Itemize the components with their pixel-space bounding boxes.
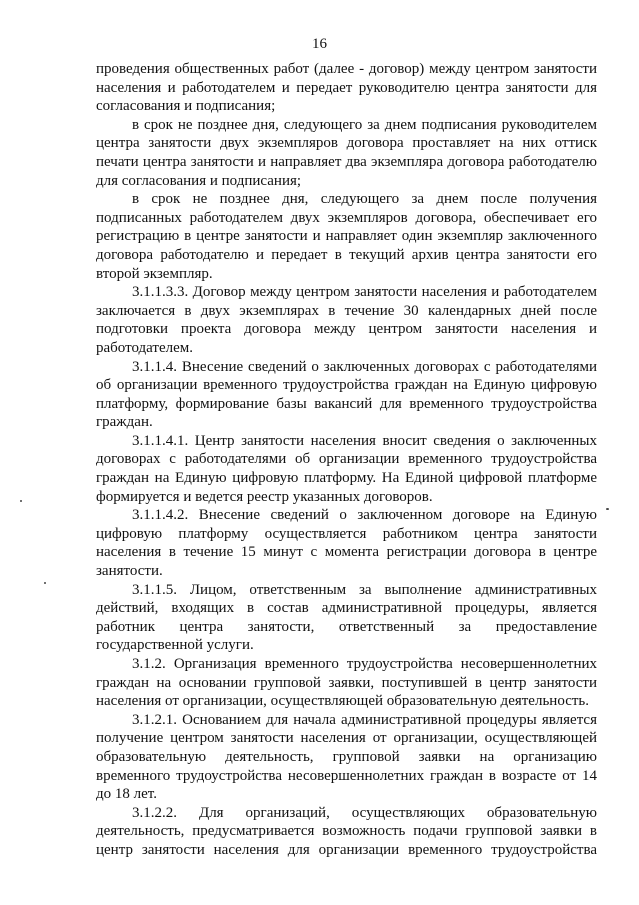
paragraph-3: в срок не позднее дня, следующего за днем после получения подписанных работодателем двух экземпляров договора, обеспечивает его регистрацию в центре занятости и направляет один экземпляр заключенного договора работодателю и передает в текущий архив центра занятости его второй экземпляр. [96, 191, 597, 282]
paragraph-3-1-1-4: 3.1.1.4. Внесение сведений о заключенных договорах с работодателями об организации временного трудоустройства граждан на Единую цифровую платформу, формирование базы вакансий для временного трудоустройства граждан. [96, 358, 597, 431]
paragraph-2: в срок не позднее дня, следующего за днем подписания руководителем центра занятости двух экземпляров договора проставляет на них оттиск печати центра занятости и направляет два экземпляра договора работодателю для согласования и подписания; [96, 116, 597, 189]
paragraph-3-1-2: 3.1.2. Организация временного трудоустройства несовершеннолетних граждан на основании групповой заявки, поступившей в центр занятости населения от организации, осуществляющей образовательную деятельность. [96, 656, 597, 710]
paragraph-3-1-1-3-3: 3.1.1.3.3. Договор между центром занятости населения и работодателем заключается в двух экземплярах в течение 30 календарных дней после подготовки проекта договора между центром занятости населения и работодателем. [96, 284, 597, 356]
scan-speck [44, 582, 46, 584]
document-body [96, 60, 597, 860]
scan-speck [606, 508, 609, 510]
paragraph-1: проведения общественных работ (далее - договор) между центром занятости населения и работодателем и передает руководителю центра занятости для согласования и подписания; [96, 61, 597, 115]
scan-speck [20, 500, 22, 502]
paragraph-3-1-2-1: 3.1.2.1. Основанием для начала административной процедуры является получение центром занятости населения от организации, осуществляющей образовательную деятельность, групповой заявки на организацию временного трудоустройства несовершеннолетних граждан в возрасте от 14 до 18 лет. [96, 711, 597, 803]
page-number: 16 [312, 36, 327, 52]
paragraph-3-1-1-4-1: 3.1.1.4.1. Центр занятости населения вносит сведения о заключенных договорах с работодателями об организации временного трудоустройства граждан на Единую цифровую платформу. На Единой цифровой платформе формируется и ведется реестр указанных договоров. [96, 432, 597, 505]
paragraph-3-1-1-4-2: 3.1.1.4.2. Внесение сведений о заключенном договоре на Единую цифровую платформу осуществляется работником центра занятости населения в течение 15 минут с момента регистрации договора в центре занятости. [96, 507, 597, 580]
paragraph-3-1-1-5: 3.1.1.5. Лицом, ответственным за выполнение административных действий, входящих в состав административной процедуры, является работник центра занятости, ответственный за предоставление государственной услуги. [96, 581, 597, 654]
paragraph-3-1-2-2: 3.1.2.2. Для организаций, осуществляющих образовательную деятельность, предусматривается возможность подачи групповой заявки в центр занятости населения для организации временного трудоустройства [96, 804, 597, 858]
